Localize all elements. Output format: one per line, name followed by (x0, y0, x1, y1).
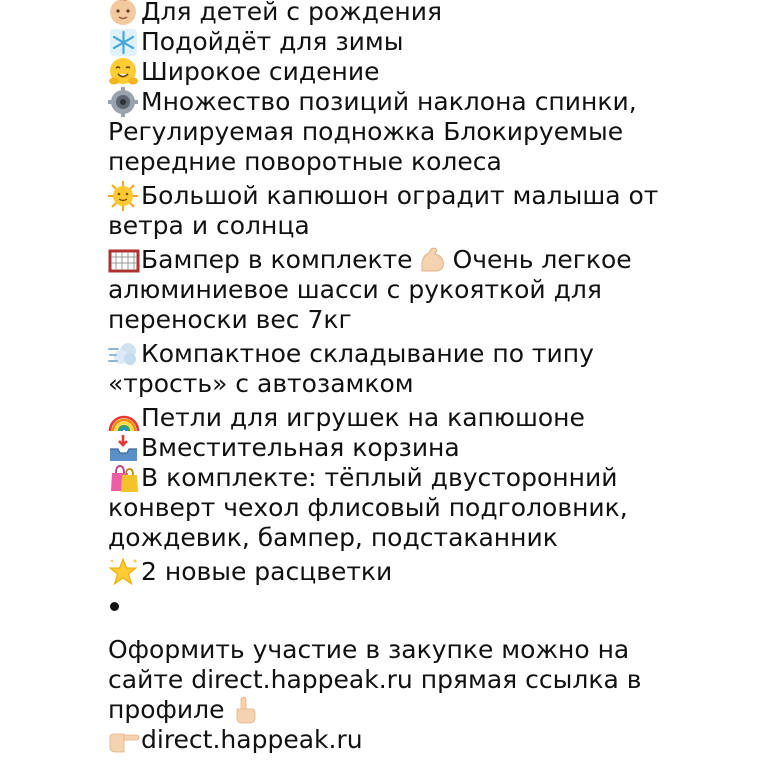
list-item (108, 433, 748, 463)
list-item-text: дождевик, бампер, подстаканник (108, 523, 558, 552)
list-item-continuation (108, 117, 748, 147)
list-item-text: Петли для игрушек на капюшоне (141, 403, 585, 432)
snowflake-icon (108, 27, 141, 57)
sun-face-icon (108, 181, 141, 211)
wind-puff-icon (108, 339, 141, 369)
list-item (108, 87, 748, 117)
list-item-continuation (108, 493, 748, 523)
list-item-text: Очень легкое (452, 245, 632, 274)
list-item (108, 339, 748, 369)
post-text (108, 0, 748, 755)
hugging-face-icon (108, 57, 141, 87)
list-item (108, 181, 748, 211)
footer-line: Оформить участие в закупке можно на (108, 635, 630, 664)
pointing-up-icon (231, 695, 265, 725)
goal-net-icon (108, 245, 141, 275)
list-item-text: В комплекте: тёплый двусторонний (141, 463, 618, 492)
shopping-bags-icon (108, 463, 141, 493)
list-item-continuation (108, 305, 748, 335)
list-item-text: переноски вес 7кг (108, 305, 352, 334)
list-item-continuation (108, 211, 748, 241)
list-item (108, 57, 748, 87)
pointing-right-icon (108, 725, 141, 755)
footer-text (108, 695, 748, 725)
footer-line: профиле (108, 695, 225, 724)
baby-face-icon (108, 0, 141, 27)
list-item-text: Вместительная корзина (141, 433, 460, 462)
list-item-text: алюминиевое шасси с рукояткой для (108, 275, 602, 304)
list-item-text: Регулируемая подножка Блокируемые (108, 117, 624, 146)
list-item (108, 557, 748, 587)
list-item-text: Компактное складывание по типу (141, 339, 594, 368)
list-item (108, 463, 748, 493)
list-item-text: Для детей с рождения (141, 0, 442, 26)
bullet-separator (108, 587, 748, 625)
inbox-tray-icon (108, 433, 141, 463)
list-item-text: конверт чехол флисовый подголовник, (108, 493, 628, 522)
list-item-text: Подойдёт для зимы (141, 27, 404, 56)
list-item-text: Большой капюшон оградит малыша от (141, 181, 659, 210)
footer-link-line (108, 725, 748, 755)
list-item-continuation (108, 369, 748, 399)
list-item-text: 2 новые расцветки (141, 557, 393, 586)
list-item-text: ветра и солнца (108, 211, 310, 240)
flexed-biceps-icon (419, 245, 453, 275)
list-item-text: Множество позиций наклона спинки, (141, 87, 637, 116)
footer-text (108, 665, 748, 695)
list-item (108, 27, 748, 57)
website-link[interactable]: direct.happeak.ru (141, 725, 363, 754)
gear-icon (108, 87, 141, 117)
list-item-text: «трость» с автозамком (108, 369, 414, 398)
list-item (108, 245, 748, 275)
list-item-text: передние поворотные колеса (108, 147, 502, 176)
list-item-text: Бампер в комплекте (141, 245, 413, 274)
rainbow-icon (108, 403, 141, 433)
list-item-continuation (108, 523, 748, 553)
list-item-continuation (108, 275, 748, 305)
list-item (108, 0, 748, 27)
footer-text (108, 635, 748, 665)
bullet-dot (110, 602, 119, 611)
glowing-star-icon (108, 557, 141, 587)
list-item-continuation (108, 147, 748, 177)
list-item-text: Широкое сидение (141, 57, 380, 86)
footer-line: сайте direct.happeak.ru прямая ссылка в (108, 665, 642, 694)
list-item (108, 403, 748, 433)
